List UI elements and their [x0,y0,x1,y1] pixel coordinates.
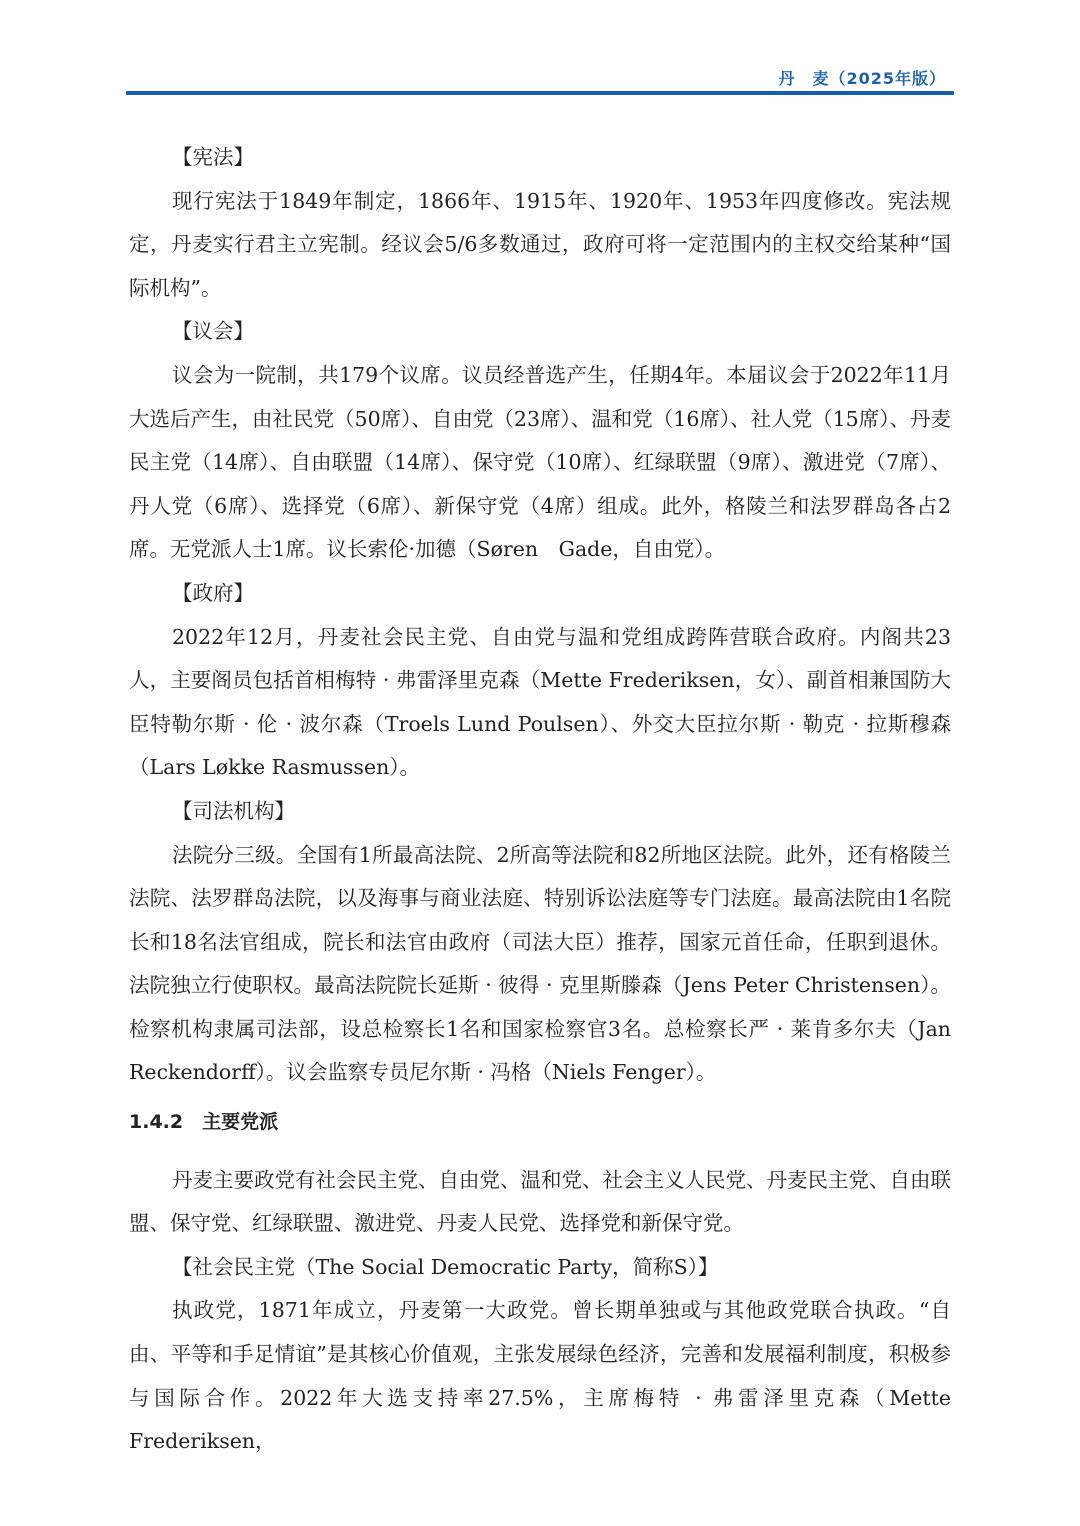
page-header [126,66,954,92]
judiciary-paragraph: 法院分三级。全国有1所最高法院、2所高等法院和82所地区法院。此外，还有格陵兰法院、法罗群岛法院，以及海事与商业法庭、特别诉讼法庭等专门法庭。最高法院由1名院长和18名法官组成，院长和法官由政府（司法大臣）推荐，国家元首任命，任职到退休。法院独立行使职权。最高法院院长延斯 · 彼得 · 克里斯滕森（Jens Peter Christensen）。检察机构隶属司法部，设总检察长1名和国家检察官3名。总检察长严 · 莱肯多尔夫（Jan Reckendorff）。议会监察专员尼尔斯 · 冯格（Niels Fenger）。 [129,842,951,1085]
constitution-heading: 【宪法】 [172,145,254,169]
header-rule [126,91,954,95]
government-paragraph: 2022年12月，丹麦社会民主党、自由党与温和党组成跨阵营联合政府。内阁共23人，主要阁员包括首相梅特 · 弗雷泽里克森（Mette Frederiksen，女）、副首相兼国防大臣特勒尔斯 · 伦 · 波尔森（Troels Lund Poulsen）、外交大臣拉尔斯 · 勒克 · 拉斯穆森（Lars Løkke Rasmussen）。 [129,624,951,780]
document-body [129,136,951,1464]
constitution-paragraph: 现行宪法于1849年制定，1866年、1915年、1920年、1953年四度修改。宪法规定，丹麦实行君主立宪制。经议会5/6多数通过，政府可将一定范围内的主权交给某种“国际机构”。 [129,188,951,300]
sdp-paragraph: 执政党，1871年成立，丹麦第一大政党。曾长期单独或与其他政党联合执政。“自由、平等和手足情谊”是其核心价值观，主张发展绿色经济，完善和发展福利制度，积极参与国际合作。2022年大选支持率27.5%，主席梅特 · 弗雷泽里克森（Mette Frederiksen， [129,1298,951,1454]
judiciary-heading: 【司法机构】 [172,798,295,823]
parties-paragraph: 丹麦主要政党有社会民主党、自由党、温和党、社会主义人民党、丹麦民主党、自由联盟、保守党、红绿联盟、激进党、丹麦人民党、选择党和新保守党。 [129,1167,951,1236]
section-heading-main-parties: 1.4.2 主要党派 [129,1111,279,1134]
header-title: 丹 麦（2025年版） [778,69,946,88]
parliament-heading: 【议会】 [172,319,254,344]
sdp-heading: 【社会民主党（The Social Democratic Party，简称S）】 [172,1254,719,1279]
government-heading: 【政府】 [172,580,254,605]
parliament-paragraph: 议会为一院制，共179个议席。议员经普选产生，任期4年。本届议会于2022年11月大选后产生，由社民党（50席）、自由党（23席）、温和党（16席）、社人党（15席）、丹麦民主党（14席）、自由联盟（14席）、保守党（10席）、红绿联盟（9席）、激进党（7席）、丹人党（6席）、选择党（6席）、新保守党（4席）组成。此外，格陵兰和法罗群岛各占2席。无党派人士1席。议长索伦·加德（Søren Gade，自由党）。 [129,362,951,562]
